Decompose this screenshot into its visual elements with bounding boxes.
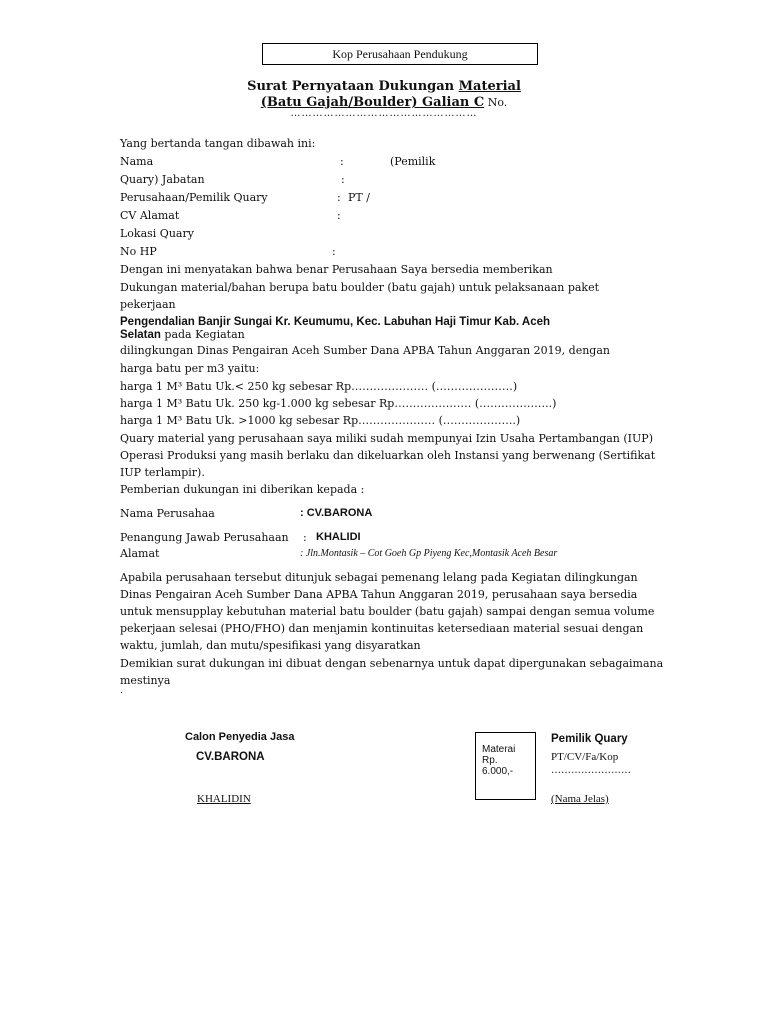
closing-p2-line2: mestinya: [120, 674, 171, 687]
price-line3: harga 1 M³ Batu Uk. >1000 kg sebesar Rp………………… (………………..): [120, 414, 521, 427]
kop-text: Kop Perusahaan Pendukung: [332, 46, 468, 61]
field-nohp-label: No HP: [120, 245, 157, 258]
materai-line2: Rp.: [482, 755, 498, 766]
kop-perusahaan-box: [262, 43, 538, 65]
iup-line1: Quary material yang perusahaan saya miliki sudah mempunyai Izin Usaha Pertambangan (IUP): [120, 432, 653, 445]
closing-p1-line3: untuk mensupplay kebutuhan material batu boulder (batu gajah) sampai dengan semua volume: [120, 605, 655, 618]
title-no: No.: [484, 96, 508, 109]
recipient-alamat-value: : Jln.Montasik – Cot Goeh Gp Piyeng Kec,Montasik Aceh Besar: [300, 548, 558, 559]
materai-line3: 6.000,-: [482, 766, 514, 777]
intro-text: Yang bertanda tangan dibawah ini:: [120, 137, 316, 150]
closing-p1-line1: Apabila perusahaan tersebut ditunjuk sebagai pemenang lelang pada Kegiatan dilingkungan: [120, 571, 638, 584]
signer-right-company: PT/CV/Fa/Kop: [551, 751, 619, 763]
title-batu-gajah: (Batu Gajah/Boulder) Galian C: [260, 95, 485, 110]
statement-line5: harga batu per m3 yaitu:: [120, 362, 260, 375]
field-nama-value: (Pemilik: [390, 155, 436, 168]
signer-right-title: Pemilik Quary: [551, 733, 628, 745]
project-name-line1: Pengendalian Banjir Sungai Kr. Keumumu, Kec. Labuhan Haji Timur Kab. Aceh: [120, 316, 551, 328]
materai-line1: Materai: [482, 744, 516, 755]
field-nama-colon: :: [340, 155, 344, 168]
signer-left-name: KHALIDIN: [197, 793, 251, 805]
recipient-nama-label: Nama Perusahaa: [120, 507, 215, 520]
statement-line2: Dukungan material/bahan berupa batu boulder (batu gajah) untuk pelaksanaan paket: [120, 281, 600, 294]
given-to-text: Pemberian dukungan ini diberikan kepada :: [120, 483, 365, 496]
signer-right-dots: ……………………: [551, 765, 631, 776]
signer-right-name: (Nama Jelas): [551, 793, 609, 805]
document-number-dots: ……………………………………………: [290, 108, 478, 119]
closing-p1-line4: pekerjaan selesai (PHO/FHO) dan menjamin kontinuitas ketersediaan material sesuai dengan: [120, 622, 644, 635]
field-perusahaan-value: PT /: [348, 191, 370, 204]
closing-dot: .: [120, 686, 123, 696]
iup-line3: IUP terlampir).: [120, 466, 205, 479]
field-alamat-label: CV Alamat: [120, 209, 180, 222]
recipient-alamat-label: Alamat: [120, 547, 160, 560]
statement-line4: dilingkungan Dinas Pengairan Aceh Sumber Dana APBA Tahun Anggaran 2019, dengan: [120, 344, 610, 357]
field-jabatan-colon: :: [341, 173, 345, 186]
statement-line1: Dengan ini menyatakan bahwa benar Perusahaan Saya bersedia memberikan: [120, 263, 553, 276]
recipient-pj-value: KHALIDI: [316, 531, 361, 543]
project-name-line2: Selatan pada Kegiatan: [120, 328, 245, 341]
statement-line3: pekerjaan: [120, 298, 176, 311]
recipient-pj-label: Penangung Jawab Perusahaan: [120, 531, 289, 544]
materai-stamp-box: [475, 732, 536, 800]
field-perusahaan-colon: :: [337, 191, 341, 204]
recipient-pj-colon: :: [303, 531, 307, 544]
document-title-line1: Surat Pernyataan Dukungan Material: [247, 79, 521, 94]
closing-p1-line2: Dinas Pengairan Aceh Sumber Dana APBA Tahun Anggaran 2019, perusahaan saya bersedia: [120, 588, 638, 601]
title-material: Material: [458, 79, 521, 94]
field-alamat-colon: :: [337, 209, 341, 222]
signer-left-company: CV.BARONA: [196, 751, 265, 763]
closing-p2-line1: Demikian surat dukungan ini dibuat dengan sebenarnya untuk dapat dipergunakan sebagaimana: [120, 657, 664, 670]
iup-line2: Operasi Produksi yang masih berlaku dan dikeluarkan oleh Instansi yang berwenang (Sertifikat: [120, 449, 656, 462]
field-jabatan-label: Quary) Jabatan: [120, 173, 205, 186]
signer-left-title: Calon Penyedia Jasa: [185, 731, 295, 743]
price-line1: harga 1 M³ Batu Uk.< 250 kg sebesar Rp………………… (…………………): [120, 380, 518, 393]
field-lokasi-label: Lokasi Quary: [120, 227, 194, 240]
field-nohp-colon: :: [332, 245, 336, 258]
closing-p1-line5: waktu, jumlah, dan mutu/spesifikasi yang disyaratkan: [120, 639, 421, 652]
price-line2: harga 1 M³ Batu Uk. 250 kg-1.000 kg sebesar Rp………………… (………………..): [120, 397, 557, 410]
recipient-nama-value: : CV.BARONA: [300, 507, 373, 519]
field-nama-label: Nama: [120, 155, 154, 168]
field-perusahaan-label: Perusahaan/Pemilik Quary: [120, 191, 268, 204]
